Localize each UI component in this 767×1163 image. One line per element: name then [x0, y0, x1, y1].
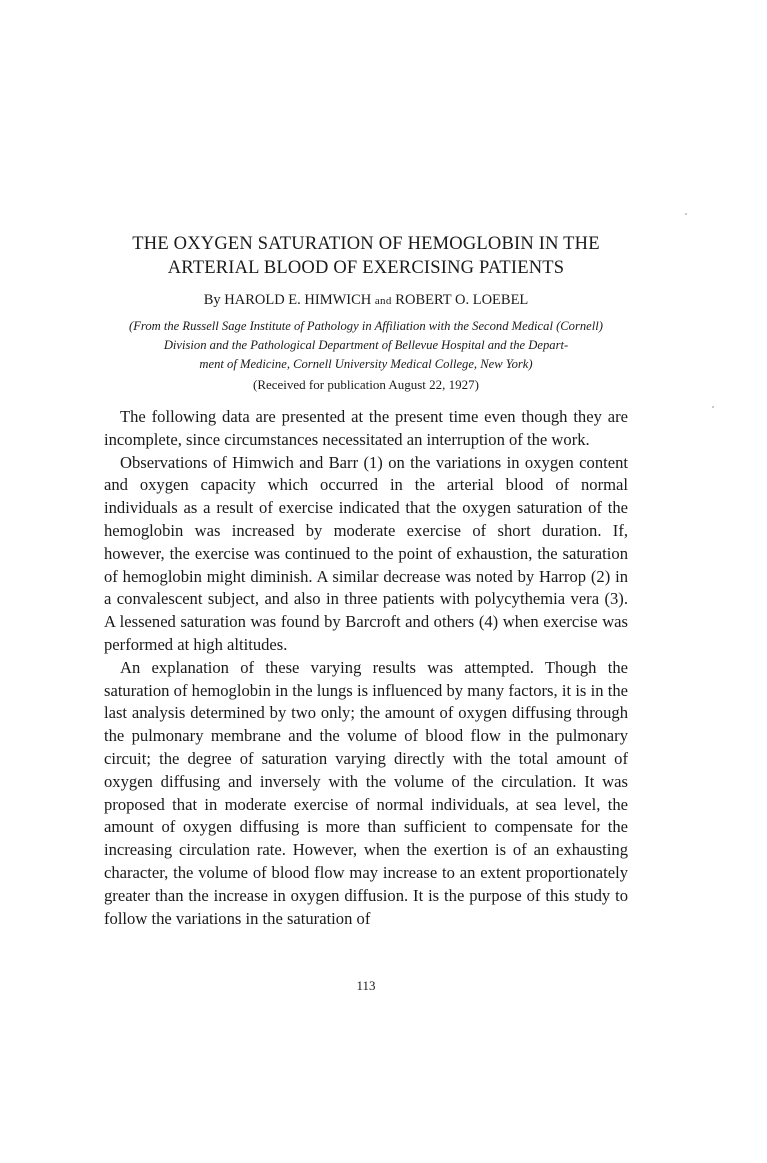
- title-line: ARTERIAL BLOOD OF EXERCISING PATIENTS: [167, 258, 565, 278]
- body-paragraph: Observations of Himwich and Barr (1) on the variations in oxygen content and oxygen capacity which occurred in the arterial blood of normal individuals as a result of exercise indicated that the oxygen saturation of the hemoglobin was increased by moderate exercise of short duration. If, however, the exercise was continued to the point of exhaustion, the saturation of hemoglobin might diminish. A similar decrease was noted by Harrop (2) in a convalescent subject, and also in three patients with polycythemia vera (3). A lessened saturation was found by Barcroft and others (4) when exercise was performed at high altitudes.: [104, 452, 628, 654]
- affiliation-line: (From the Russell Sage Institute of Pathology in Affiliation with the Second Medical (Cornell): [129, 319, 603, 333]
- byline-by: By: [203, 292, 221, 308]
- body-paragraph: The following data are presented at the present time even though they are incomplete, since circumstances necessitated an interruption of the work.: [104, 407, 628, 449]
- article-title: [104, 232, 628, 280]
- title-line: THE OXYGEN SATURATION OF HEMOGLOBIN IN THE: [132, 234, 600, 254]
- byline: [104, 291, 628, 310]
- affiliation: [104, 317, 628, 374]
- author-name: ROBERT O. LOEBEL: [395, 292, 529, 308]
- scan-speck: [685, 213, 687, 215]
- byline-and: and: [374, 295, 392, 307]
- article-body: [104, 406, 628, 930]
- body-paragraph: An explanation of these varying results was attempted. Though the saturation of hemoglobin in the lungs is influenced by many factors, it is in the last analysis determined by two only; the amount of oxygen diffusing through the pulmonary membrane and the volume of blood flow in the pulmonary circuit; the degree of saturation varying directly with the total amount of oxygen diffusing and inversely with the volume of the circulation. It was proposed that in moderate exercise of normal individuals, at sea level, the amount of oxygen diffusing is more than sufficient to compensate for the increasing circulation rate. However, when the exertion is of an exhausting character, the volume of blood flow may increase to an extent proportionately greater than the increase in oxygen diffusion. It is the purpose of this study to follow the variations in the saturation of: [104, 657, 628, 928]
- scan-speck: [712, 406, 714, 408]
- affiliation-line: Division and the Pathological Department of Bellevue Hospital and the Depart-: [163, 338, 569, 352]
- received-date: (Received for publication August 22, 1927): [252, 377, 479, 392]
- author-name: HAROLD E. HIMWICH: [224, 292, 372, 308]
- affiliation-line: ment of Medicine, Cornell University Medical College, New York): [199, 357, 533, 371]
- page-number: 113: [356, 978, 376, 993]
